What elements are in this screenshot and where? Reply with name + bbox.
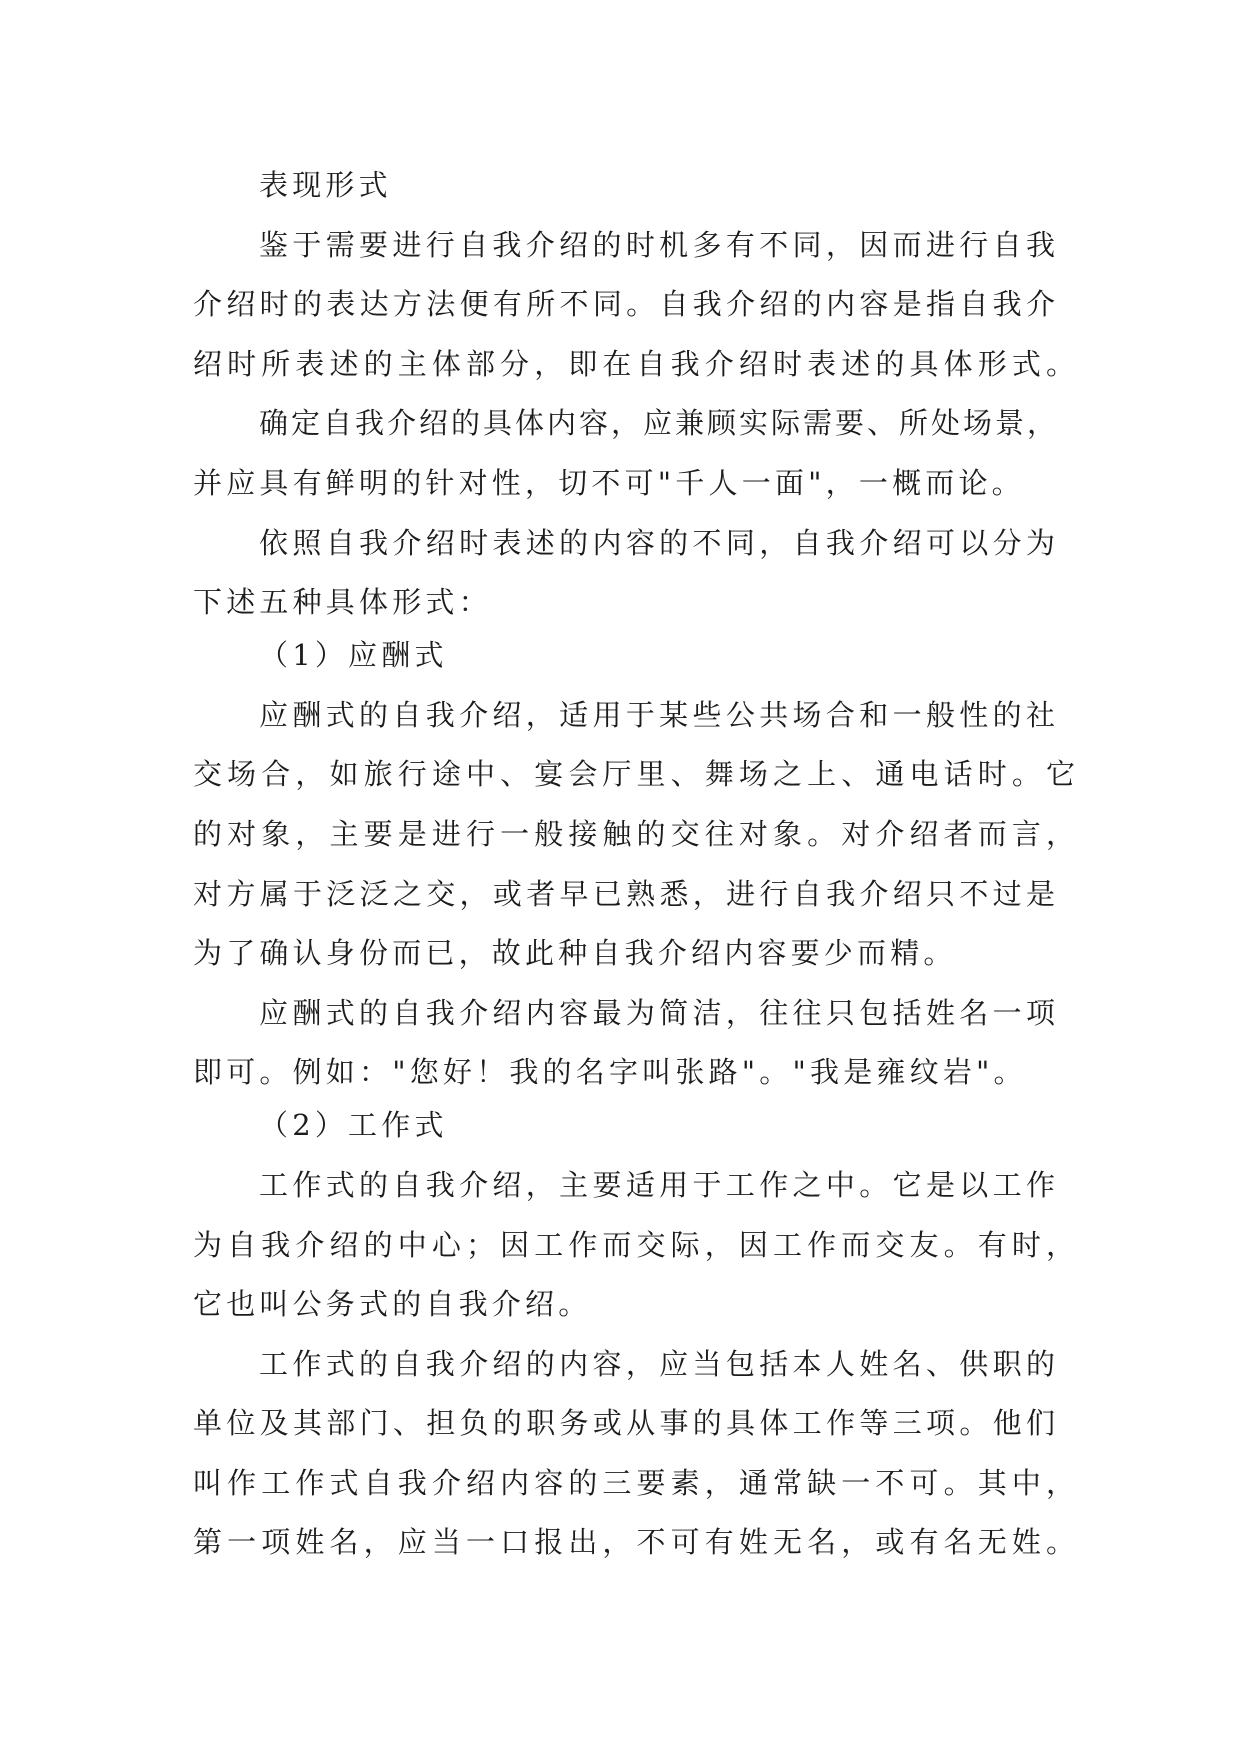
text-line: 即可。例如："您好！我的名字叫张路"。"我是雍纹岩"。	[193, 1055, 1027, 1090]
text-line: 并应具有鲜明的针对性，切不可"千人一面"，一概而论。	[193, 465, 1025, 500]
text-line: 绍时所表述的主体部分，即在自我介绍时表述的具体形式。	[193, 346, 1078, 381]
text-line: 第一项姓名，应当一口报出，不可有姓无名，或有名无姓。	[193, 1525, 1078, 1560]
subheading-form-1: （1）应酬式	[259, 638, 448, 673]
text-line: 的对象，主要是进行一般接触的交往对象。对介绍者而言，	[193, 816, 1078, 851]
text-line: 鉴于需要进行自我介绍的时机多有不同，因而进行自我	[259, 227, 1058, 262]
text-line: 应酬式的自我介绍内容最为简洁，往往只包括姓名一项	[259, 995, 1058, 1030]
paragraph	[193, 216, 1083, 395]
text-line: 交场合，如旅行途中、宴会厅里、舞场之上、通电话时。它	[193, 757, 1078, 792]
text-line: 它也叫公务式的自我介绍。	[193, 1287, 592, 1322]
text-line: 对方属于泛泛之交，或者早已熟悉，进行自我介绍只不过是	[193, 876, 1058, 911]
text-line: 单位及其部门、担负的职务或从事的具体工作等三项。他们	[193, 1406, 1058, 1441]
text-line: 为自我介绍的中心；因工作而交际，因工作而交友。有时，	[193, 1227, 1078, 1262]
text-line: 为了确认身份而已，故此种自我介绍内容要少而精。	[193, 936, 957, 971]
subheading-form-2: （2）工作式	[259, 1108, 448, 1143]
paragraph	[193, 1335, 1083, 1573]
text-line: 叫作工作式自我介绍内容的三要素，通常缺一不可。其中，	[193, 1465, 1078, 1500]
text-line: 介绍时的表达方法便有所不同。自我介绍的内容是指自我介	[193, 287, 1058, 322]
paragraph	[193, 394, 1083, 513]
paragraph	[193, 514, 1083, 633]
text-line: 工作式的自我介绍的内容，应当包括本人姓名、供职的	[259, 1346, 1058, 1381]
section-title: 表现形式	[259, 168, 392, 202]
text-line: 确定自我介绍的具体内容，应兼顾实际需要、所处场景，	[259, 406, 1060, 441]
paragraph	[193, 686, 1083, 984]
document-body	[193, 156, 1083, 1573]
text-line: 应酬式的自我介绍，适用于某些公共场合和一般性的社	[259, 697, 1058, 732]
text-line: 下述五种具体形式：	[193, 585, 492, 620]
text-line: 依照自我介绍时表述的内容的不同，自我介绍可以分为	[259, 525, 1058, 560]
paragraph	[193, 984, 1083, 1103]
paragraph	[193, 1156, 1083, 1335]
text-line: 工作式的自我介绍，主要适用于工作之中。它是以工作	[259, 1167, 1058, 1202]
